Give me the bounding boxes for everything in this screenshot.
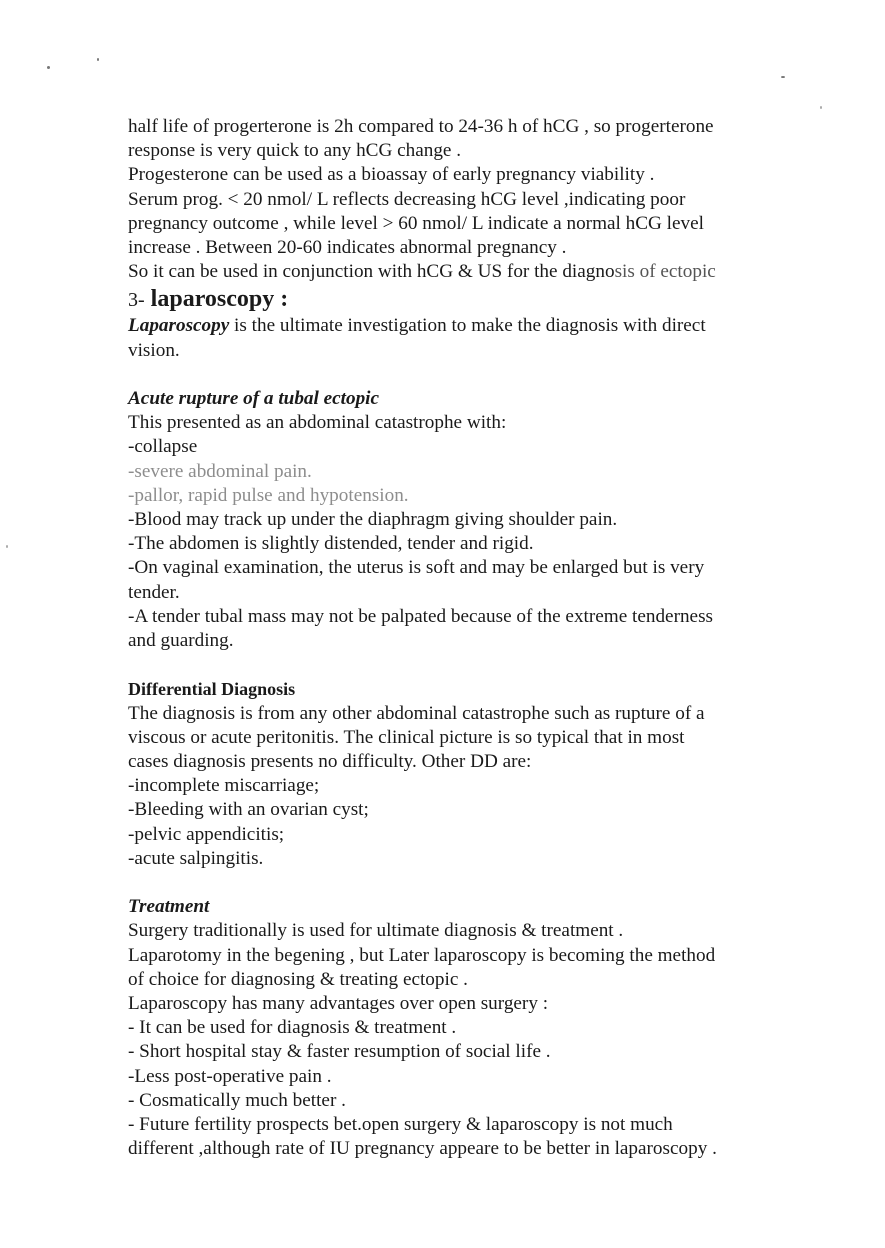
section-heading-laparoscopy	[128, 285, 778, 314]
text-line: Laparoscopy has many advantages over open surgery :	[128, 993, 549, 1015]
text-fragment: is the ultimate investigation to make the diagnosis with direct	[229, 315, 706, 337]
text-line	[128, 314, 778, 338]
list-item: tender.	[128, 581, 180, 603]
scan-speck	[97, 58, 99, 61]
list-item: -acute salpingitis.	[128, 847, 264, 869]
list-item: -On vaginal examination, the uterus is soft and may be enlarged but is very	[128, 557, 705, 579]
list-item: -incomplete miscarriage;	[128, 775, 320, 797]
document-body	[128, 115, 778, 1161]
text-fragment: So it can be used in conjunction with hCG & US for the diagno	[128, 261, 615, 283]
text-line: pregnancy outcome , while level > 60 nmol/ L indicate a normal hCG level	[128, 212, 704, 234]
heading-text: laparoscopy :	[150, 286, 289, 313]
list-item: - Short hospital stay & faster resumption of social life .	[128, 1041, 551, 1063]
list-item: -Bleeding with an ovarian cyst;	[128, 799, 369, 821]
list-item: and guarding.	[128, 630, 234, 652]
section-heading-acute-rupture: Acute rupture of a tubal ectopic	[128, 388, 380, 410]
list-item: -pallor, rapid pulse and hypotension.	[128, 484, 409, 506]
list-item: - Future fertility prospects bet.open surgery & laparoscopy is not much	[128, 1114, 673, 1136]
text-line	[128, 260, 778, 284]
text-line: viscous or acute peritonitis. The clinical picture is so typical that in most	[128, 726, 685, 748]
text-line: vision.	[128, 339, 180, 361]
scan-speck	[820, 106, 822, 109]
scan-speck	[6, 545, 8, 548]
text-line: half life of progerterone is 2h compared to 24-36 h of hCG , so progerterone	[128, 116, 714, 137]
text-line: Progesterone can be used as a bioassay of early pregnancy viability .	[128, 164, 655, 186]
list-item: -A tender tubal mass may not be palpated because of the extreme tenderness	[128, 605, 714, 627]
list-item: - Cosmatically much better .	[128, 1089, 346, 1111]
list-item: -Less post-operative pain .	[128, 1065, 332, 1087]
text-line: This presented as an abdominal catastrophe with:	[128, 412, 507, 434]
text-line: response is very quick to any hCG change .	[128, 140, 462, 162]
text-line: of choice for diagnosing & treating ectopic .	[128, 968, 468, 990]
section-heading-treatment: Treatment	[128, 896, 210, 918]
list-item: -collapse	[128, 436, 198, 458]
list-item: -severe abdominal pain.	[128, 460, 312, 482]
text-line: cases diagnosis presents no difficulty. Other DD are:	[128, 751, 532, 773]
text-line: Serum prog. < 20 nmol/ L reflects decreasing hCG level ,indicating poor	[128, 188, 686, 210]
term: Laparoscopy	[128, 315, 230, 337]
text-line: Laparotomy in the begening , but Later laparoscopy is becoming the method	[128, 944, 716, 966]
list-item: -The abdomen is slightly distended, tender and rigid.	[128, 533, 534, 555]
text-fragment: sis of ectopic	[614, 261, 716, 283]
heading-number: 3-	[128, 289, 145, 312]
list-item: different ,although rate of IU pregnancy appeare to be better in laparoscopy .	[128, 1138, 717, 1160]
scan-speck	[47, 66, 50, 69]
list-item: - It can be used for diagnosis & treatment .	[128, 1017, 457, 1039]
text-line: Surgery traditionally is used for ultimate diagnosis & treatment .	[128, 920, 624, 942]
scan-speck	[781, 76, 785, 78]
section-heading-differential: Differential Diagnosis	[128, 679, 296, 700]
list-item: -pelvic appendicitis;	[128, 823, 285, 845]
text-line: increase . Between 20-60 indicates abnormal pregnancy .	[128, 237, 567, 259]
list-item: -Blood may track up under the diaphragm giving shoulder pain.	[128, 509, 618, 531]
text-line: The diagnosis is from any other abdominal catastrophe such as rupture of a	[128, 702, 705, 724]
